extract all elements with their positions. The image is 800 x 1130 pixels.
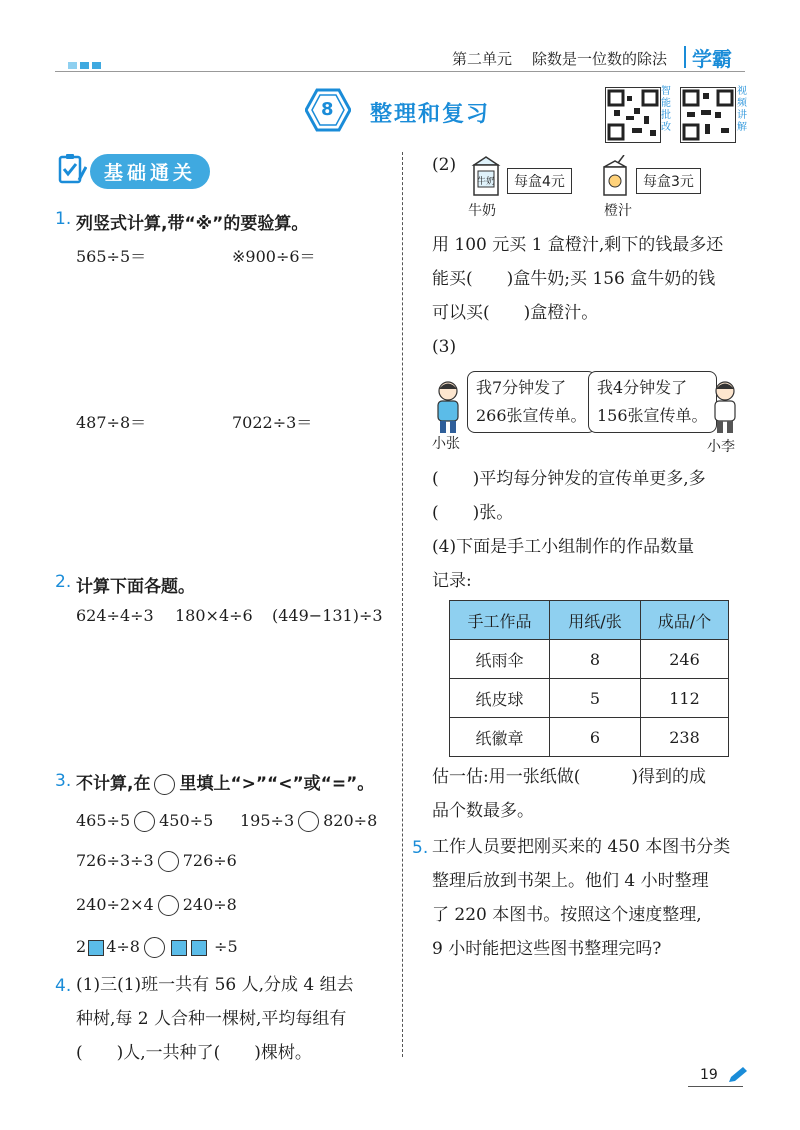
name-xiaozhang: 小张 (432, 436, 460, 452)
circle-symbol (154, 774, 175, 795)
table-cell: 纸徽章 (450, 718, 550, 757)
q3-expr: 240÷8 (182, 895, 237, 914)
milk-box-label: 牛奶 (477, 177, 496, 187)
q4-part2-label: (2) (432, 155, 457, 175)
milk-label: 牛奶 (468, 203, 496, 219)
speech-bubble-xiaoli (588, 371, 717, 433)
q1-item: ※900÷6＝ (232, 247, 316, 266)
q3-expr: 240÷2×4 (76, 895, 154, 914)
q4-part1 (76, 968, 394, 1070)
q3-row (76, 937, 238, 958)
q4-line: ( )人,一共种了( )棵树。 (76, 1043, 312, 1063)
q4-line: ( )张。 (432, 503, 514, 523)
qr1-label: 智能批改 (661, 86, 671, 133)
page-number: 19 (700, 1067, 718, 1083)
table-cell: 238 (641, 718, 729, 757)
lesson-number: 8 (321, 99, 334, 120)
blank-square[interactable] (191, 940, 207, 956)
q3-row (76, 811, 213, 832)
bubble-line: 266张宣传单。 (476, 406, 587, 425)
q4-line: 用 100 元买 1 盒橙汁,剩下的钱最多还 (432, 235, 724, 255)
q3-row (76, 851, 237, 872)
q3-expr: 820÷8 (323, 811, 378, 830)
q4-part3 (432, 462, 752, 598)
q2-item: 180×4÷6 (175, 606, 253, 625)
table-cell: 246 (641, 640, 729, 679)
q4-line: (1)三(1)班一共有 56 人,分成 4 组去 (76, 975, 354, 995)
q3-row (76, 895, 237, 916)
speech-bubble-xiaozhang (467, 371, 596, 433)
footer-rule (688, 1086, 743, 1087)
q4-line: (4)下面是手工小组制作的作品数量 (432, 537, 695, 557)
q4-line: 种树,每 2 人合种一棵树,平均每组有 (76, 1009, 347, 1029)
table-cell: 5 (550, 679, 641, 718)
q2-text: 计算下面各题。 (76, 577, 195, 597)
q3-expr: 195÷3 (240, 811, 295, 830)
q1-number: 1. (55, 209, 72, 229)
q3-expr: ÷5 (214, 937, 238, 956)
q4-part4-end (432, 760, 752, 828)
header-unit: 第二单元 (452, 50, 513, 68)
header-topic: 除数是一位数的除法 (532, 50, 668, 68)
q4-part2 (432, 228, 752, 330)
q3-expr: 465÷5 (76, 811, 131, 830)
q2-number: 2. (55, 572, 72, 592)
section-title: 基础通关 (90, 154, 210, 189)
q5-line: 整理后放到书架上。他们 4 小时整理 (432, 871, 709, 891)
table-header: 成品/个 (641, 601, 729, 640)
blank-square[interactable] (88, 940, 104, 956)
juice-box-icon (600, 155, 630, 197)
q5-line: 工作人员要把刚买来的 450 本图书分类 (432, 837, 731, 857)
boy-xiaoli-figure (707, 380, 743, 434)
brand-logo: 学霸 (692, 47, 732, 71)
q3-text (76, 769, 374, 795)
table-row (450, 640, 729, 679)
q3-expr: 726÷3÷3 (76, 851, 154, 870)
table-row (450, 679, 729, 718)
boy-xiaozhang-figure (430, 380, 466, 434)
compare-circle[interactable] (144, 937, 165, 958)
q1-text: 列竖式计算,带“※”的要验算。 (76, 214, 309, 234)
table-cell: 112 (641, 679, 729, 718)
table-cell: 6 (550, 718, 641, 757)
q4-line: 记录: (432, 571, 472, 591)
q3-expr: 4÷8 (106, 937, 140, 956)
pencil-icon (727, 1066, 749, 1084)
q1-item: 565÷5＝ (76, 247, 147, 266)
q4-line: 能买( )盒牛奶;买 156 盒牛奶的钱 (432, 269, 716, 289)
juice-label: 橙汁 (604, 203, 632, 219)
table-header: 用纸/张 (550, 601, 641, 640)
lesson-title: 整理和复习 (370, 102, 491, 127)
column-divider (402, 152, 403, 1057)
q2-item: (449−131)÷3 (272, 606, 383, 625)
compare-circle[interactable] (158, 895, 179, 916)
q5-number: 5. (412, 838, 429, 858)
table-cell: 纸皮球 (450, 679, 550, 718)
q4-line: 估一估:用一张纸做( )得到的成 (432, 767, 706, 787)
q3-text-b: 里填上“>”“<”或“=”。 (179, 774, 375, 794)
q3-row (240, 811, 377, 832)
header-separator (684, 46, 686, 68)
q2-item: 624÷4÷3 (76, 606, 154, 625)
q3-expr: 726÷6 (182, 851, 237, 870)
q3-text-a: 不计算,在 (76, 774, 151, 794)
qr-code-video-icon[interactable] (680, 87, 736, 143)
table-row (450, 718, 729, 757)
bubble-line: 我4分钟发了 (597, 378, 688, 397)
q5-text (432, 830, 752, 966)
q1-item: 7022÷3＝ (232, 413, 313, 432)
blank-square[interactable] (171, 940, 187, 956)
table-header: 手工作品 (450, 601, 550, 640)
header-rule (55, 71, 745, 72)
q4-line: 品个数最多。 (432, 801, 534, 821)
bubble-line: 156张宣传单。 (597, 406, 708, 425)
name-xiaoli: 小李 (707, 439, 735, 455)
compare-circle[interactable] (134, 811, 155, 832)
q4-part3-label: (3) (432, 337, 457, 357)
q3-number: 3. (55, 771, 72, 791)
table-header-row (450, 601, 729, 640)
qr-code-grading-icon[interactable] (605, 87, 661, 143)
table-cell: 纸雨伞 (450, 640, 550, 679)
crafts-table (449, 600, 729, 757)
compare-circle[interactable] (158, 851, 179, 872)
q4-line: 可以买( )盒橙汁。 (432, 303, 599, 323)
q3-expr: 2 (76, 937, 87, 956)
bubble-line: 我7分钟发了 (476, 378, 567, 397)
q3-expr: 450÷5 (159, 811, 214, 830)
qr2-label: 视频讲解 (737, 86, 747, 133)
q1-item: 487÷8＝ (76, 413, 147, 432)
milk-price-card: 每盒4元 (507, 168, 572, 194)
q4-number: 4. (55, 976, 72, 996)
juice-price-card: 每盒3元 (636, 168, 701, 194)
table-cell: 8 (550, 640, 641, 679)
checklist-icon (57, 153, 87, 185)
compare-circle[interactable] (298, 811, 319, 832)
q5-line: 了 220 本图书。按照这个速度整理, (432, 905, 702, 925)
q4-line: ( )平均每分钟发的宣传单更多,多 (432, 469, 706, 489)
q5-line: 9 小时能把这些图书整理完吗? (432, 939, 662, 959)
